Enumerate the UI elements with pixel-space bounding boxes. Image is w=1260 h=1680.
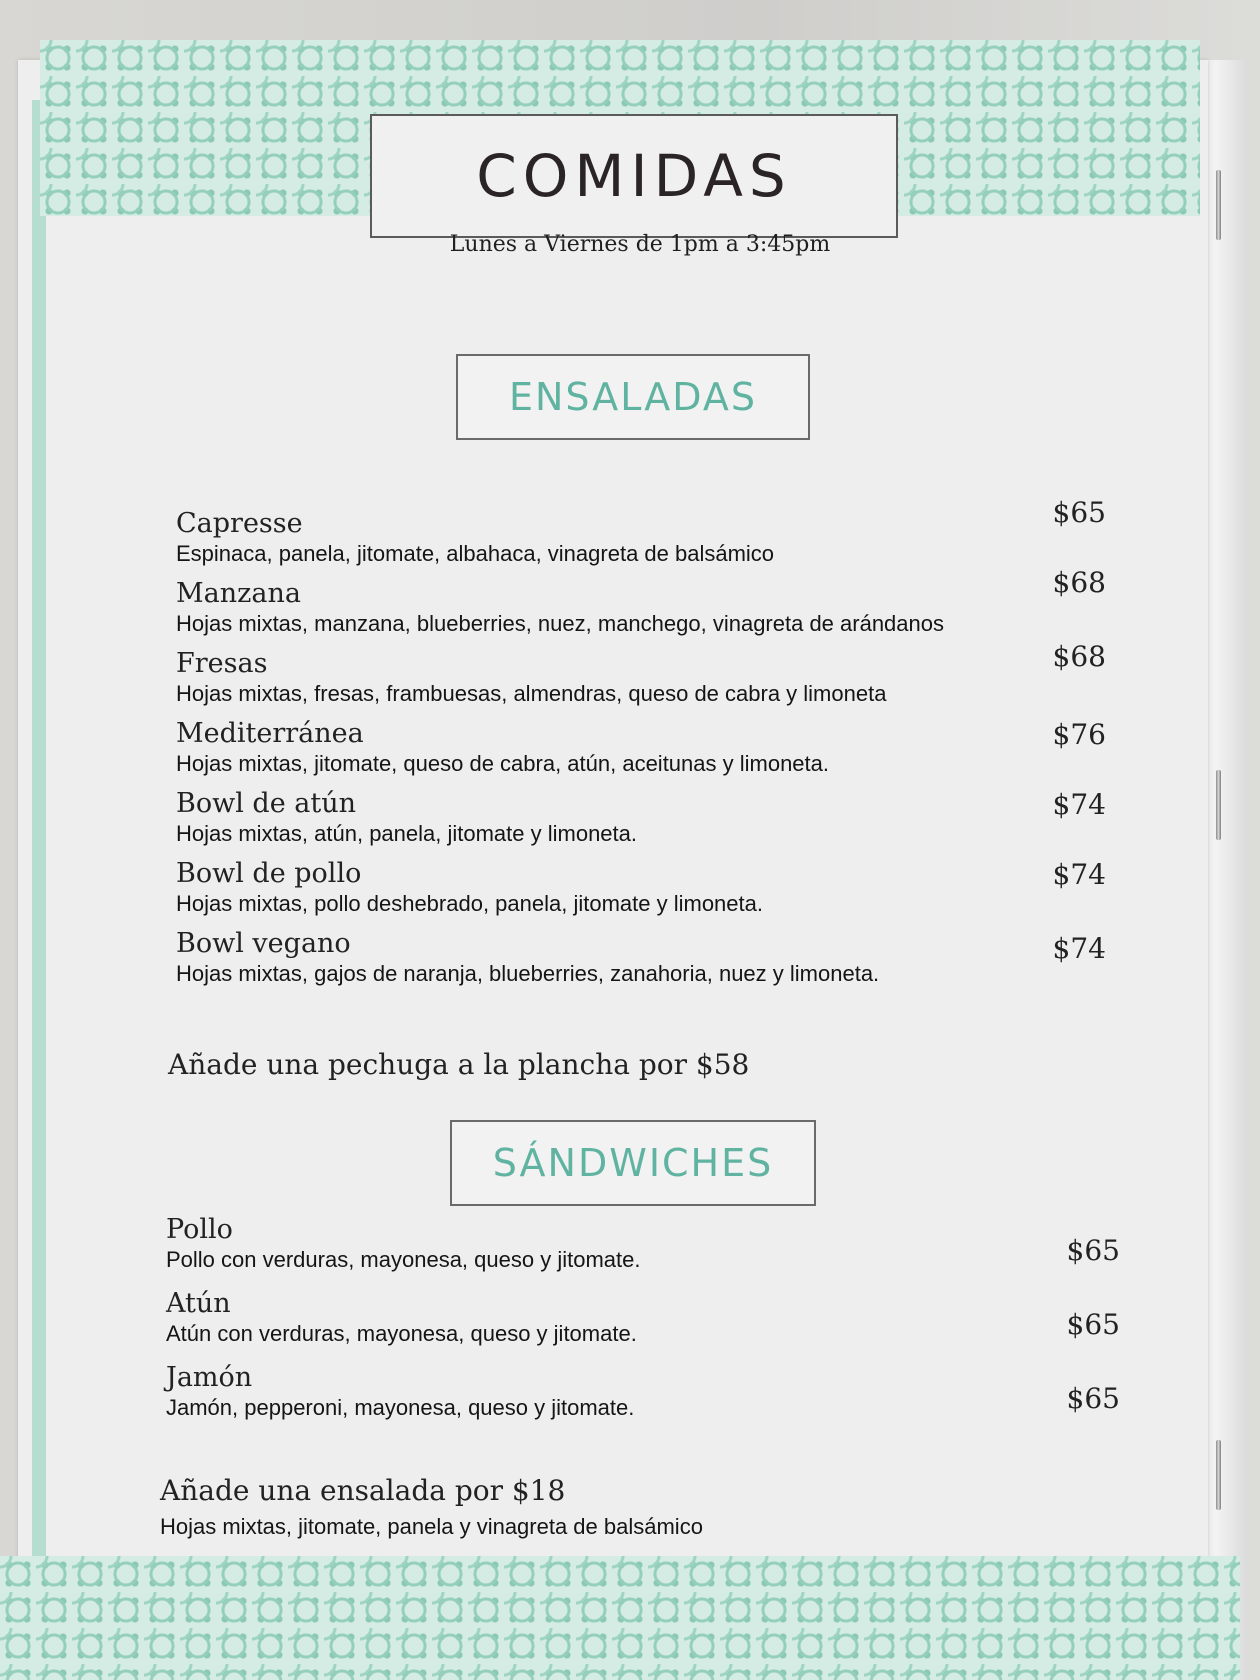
addon-chicken: Añade una pechuga a la plancha por $58 (168, 1048, 750, 1081)
staple (1216, 770, 1221, 840)
item-price: $65 (1066, 1234, 1120, 1267)
item-name: Capresse (176, 508, 303, 539)
item-name: Atún (166, 1288, 231, 1319)
item-price: $68 (1052, 640, 1106, 673)
schedule-text: Lunes a Viernes de 1pm a 3:45pm (449, 232, 831, 257)
addon-salad: Añade una ensalada por $18 (160, 1474, 566, 1507)
item-name: Bowl de pollo (176, 858, 362, 889)
section-title: ENSALADAS (508, 375, 757, 419)
item-price: $68 (1052, 566, 1106, 599)
section-header-sandwiches (450, 1120, 816, 1206)
staple (1216, 1440, 1221, 1510)
menu-item-jamon (166, 1362, 1120, 1436)
menu-title-box (370, 114, 898, 238)
item-price: $74 (1052, 932, 1106, 965)
item-price: $74 (1052, 788, 1106, 821)
menu-item-manzana (176, 566, 1106, 648)
item-price: $65 (1066, 1308, 1120, 1341)
sandwich-list (166, 1214, 1120, 1436)
item-description: Espinaca, panela, jitomate, albahaca, vinagreta de balsámico (176, 541, 775, 566)
staple (1216, 170, 1221, 240)
item-name: Jamón (166, 1362, 253, 1393)
item-name: Manzana (176, 578, 301, 609)
menu-item-pollo (166, 1214, 1120, 1288)
menu-item-fresas (176, 640, 1106, 718)
addon-salad-description: Hojas mixtas, jitomate, panela y vinagreta de balsámico (160, 1514, 703, 1539)
item-name: Bowl vegano (176, 928, 351, 959)
menu-item-atun (166, 1288, 1120, 1362)
menu-item-bowl-vegano (176, 928, 1106, 998)
item-price: $76 (1052, 718, 1106, 751)
section-header-ensaladas (456, 354, 810, 440)
salad-list (176, 496, 1106, 998)
item-description: Atún con verduras, mayonesa, queso y jitomate. (166, 1321, 637, 1346)
item-price: $65 (1066, 1382, 1120, 1415)
item-description: Jamón, pepperoni, mayonesa, queso y jitomate. (166, 1395, 635, 1420)
menu-item-mediterranea (176, 718, 1106, 788)
decorative-border-strip (32, 100, 46, 1570)
item-description: Hojas mixtas, pollo deshebrado, panela, jitomate y limoneta. (176, 891, 763, 916)
item-description: Hojas mixtas, fresas, frambuesas, almendras, queso de cabra y limoneta (176, 681, 887, 706)
menu-item-bowl-de-atun (176, 788, 1106, 858)
menu-item-bowl-de-pollo (176, 858, 1106, 928)
item-description: Hojas mixtas, gajos de naranja, blueberries, zanahoria, nuez y limoneta. (176, 961, 880, 986)
item-description: Hojas mixtas, atún, panela, jitomate y limoneta. (176, 821, 638, 846)
menu-title: COMIDAS (476, 142, 792, 210)
item-description: Hojas mixtas, jitomate, queso de cabra, atún, aceitunas y limoneta. (176, 751, 830, 776)
item-description: Pollo con verduras, mayonesa, queso y jitomate. (166, 1247, 641, 1272)
decorative-pattern-bottom (0, 1556, 1240, 1680)
item-name: Mediterránea (176, 718, 364, 749)
section-title: SÁNDWICHES (492, 1141, 774, 1185)
item-price: $74 (1052, 858, 1106, 891)
item-name: Bowl de atún (176, 788, 356, 819)
item-name: Fresas (176, 648, 268, 679)
item-price: $65 (1052, 496, 1106, 529)
item-description: Hojas mixtas, manzana, blueberries, nuez, manchego, vinagreta de arándanos (176, 611, 945, 636)
item-name: Pollo (166, 1214, 233, 1245)
menu-item-capresse (176, 496, 1106, 578)
